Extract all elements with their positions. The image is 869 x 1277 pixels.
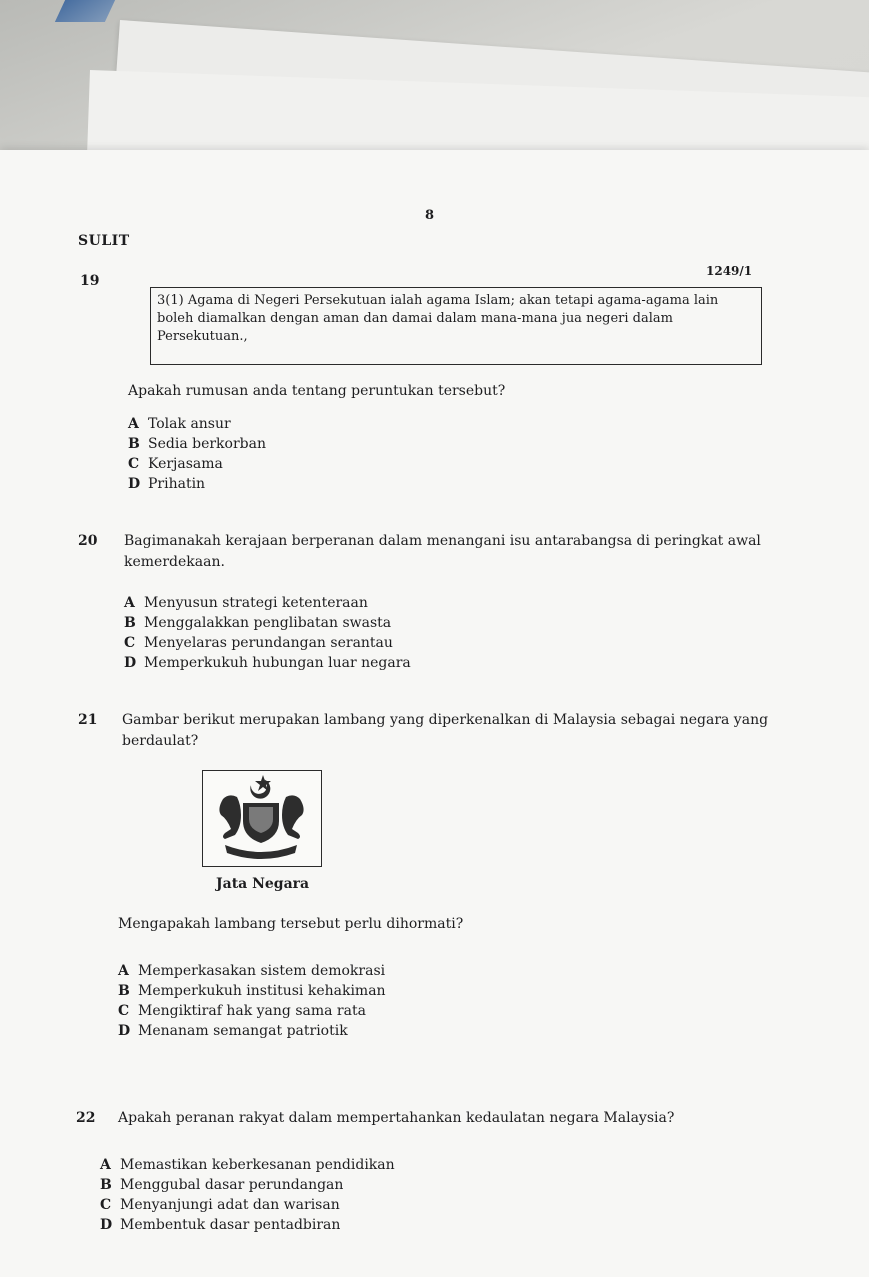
option-d[interactable]: D Prihatin <box>128 476 206 492</box>
classification-label: SULIT <box>78 233 130 249</box>
coat-of-arms-image <box>203 771 320 865</box>
corner-mark <box>55 0 115 22</box>
option-a[interactable]: A Memperkasakan sistem demokrasi <box>118 963 386 979</box>
question-text: Bagimanakah kerajaan berperanan dalam menangani isu antarabangsa di peringkat awal kemerdekaan. <box>124 533 761 570</box>
option-c[interactable]: C Menyelaras perundangan serantau <box>124 635 393 651</box>
option-a[interactable]: A Memastikan keberkesanan pendidikan <box>100 1157 395 1173</box>
option-c[interactable]: C Kerjasama <box>128 456 223 472</box>
quote-box: 3(1) Agama di Negeri Persekutuan ialah agama Islam; akan tetapi agama-agama lain boleh diamalkan dengan aman dan damai dalam mana-mana jua negeri dalam Persekutuan., <box>150 287 762 365</box>
option-d[interactable]: D Membentuk dasar pentadbiran <box>100 1217 341 1233</box>
question-text: Gambar berikut merupakan lambang yang diperkenalkan di Malaysia sebagai negara yang berdaulat? <box>122 712 769 749</box>
question-number: 19 <box>80 273 100 289</box>
option-b[interactable]: B Menggalakkan penglibatan swasta <box>124 615 392 631</box>
option-b[interactable]: B Menggubal dasar perundangan <box>100 1177 344 1193</box>
option-a[interactable]: A Menyusun strategi ketenteraan <box>124 595 368 611</box>
option-b[interactable]: B Sedia berkorban <box>128 436 266 452</box>
question-number: 21 <box>78 712 98 728</box>
option-b[interactable]: B Memperkukuh institusi kehakiman <box>118 983 386 999</box>
question-text: Apakah rumusan anda tentang peruntukan tersebut? <box>128 383 506 399</box>
option-c[interactable]: C Mengiktiraf hak yang sama rata <box>118 1003 366 1019</box>
option-list <box>124 593 411 673</box>
paper-code: 1249/1 <box>706 264 753 278</box>
option-list <box>100 1155 395 1235</box>
question-text: Mengapakah lambang tersebut perlu dihormati? <box>118 916 464 932</box>
question-number: 20 <box>78 533 98 549</box>
option-list <box>128 414 266 494</box>
option-a[interactable]: A Tolak ansur <box>128 416 231 432</box>
option-d[interactable]: D Menanam semangat patriotik <box>118 1023 348 1039</box>
option-list <box>118 961 386 1041</box>
question-text: Apakah peranan rakyat dalam mempertahankan kedaulatan negara Malaysia? <box>118 1110 675 1126</box>
option-c[interactable]: C Menyanjungi adat dan warisan <box>100 1197 340 1213</box>
page-number: 8 <box>425 208 435 223</box>
emblem-frame <box>202 770 322 867</box>
option-d[interactable]: D Memperkukuh hubungan luar negara <box>124 655 411 671</box>
question-number: 22 <box>76 1110 96 1126</box>
emblem-caption: Jata Negara <box>216 876 310 892</box>
